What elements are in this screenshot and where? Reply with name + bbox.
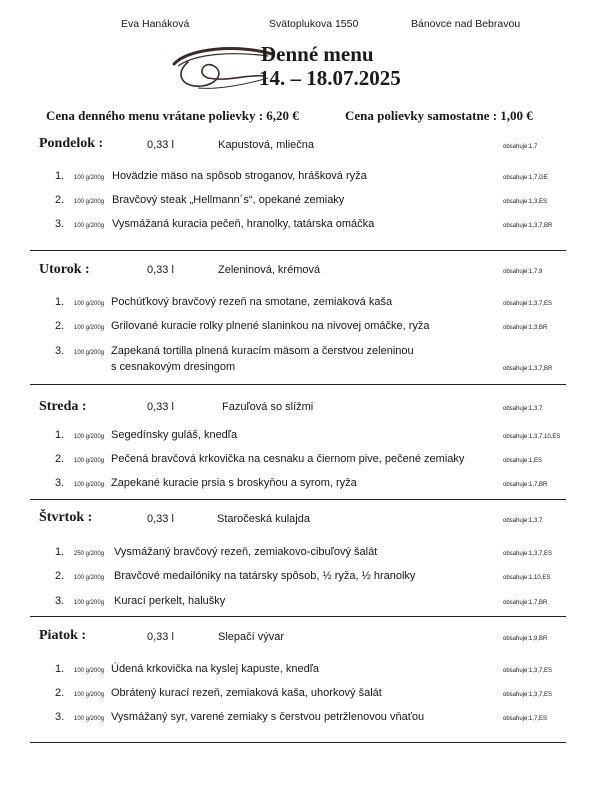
soup-allergens: obsahuje:1,3,7 <box>503 406 543 412</box>
item-weight: 100 g/200g <box>74 692 105 698</box>
item-number: 3. <box>55 477 65 489</box>
item-weight: 100 g/200g <box>74 668 105 674</box>
item-name: Segedínsky guláš, knedľa <box>111 429 238 441</box>
soup-volume: 0,33 l <box>147 264 174 276</box>
soup-name: Zeleninová, krémová <box>218 264 321 276</box>
item-allergens: obsahuje:1,3,7,ES <box>503 301 553 307</box>
soup-volume: 0,33 l <box>147 139 174 151</box>
section-divider <box>30 384 566 385</box>
item-name: Zapekané kuracie prsia s broskyňou a syrom, ryža <box>111 477 357 489</box>
item-weight: 100 g/200g <box>74 482 105 488</box>
item-name-continued: s cesnakovým dresingom <box>111 361 236 373</box>
soup-volume: 0,33 l <box>147 631 174 643</box>
soup-volume: 0,33 l <box>147 513 174 525</box>
item-allergens: obsahuje:1,3,7,ES <box>503 551 553 557</box>
item-name: Údená krkovička na kyslej kapuste, knedľa <box>111 663 320 675</box>
item-allergens: obsahuje:1,7,ES <box>503 716 548 722</box>
soup-allergens: obsahuje:1,3,7 <box>503 518 543 524</box>
item-number: 3. <box>55 711 65 723</box>
vendor-city: Bánovce nad Bebravou <box>411 18 521 30</box>
item-weight: 100 g/200g <box>74 575 105 581</box>
item-name: Bravčový steak „Hellmann´s“, opekané zemiaky <box>112 194 345 206</box>
item-name: Vysmážaný syr, varené zemiaky s čerstvou petržlenovou vňaťou <box>111 711 425 723</box>
day-name: Štvrtok : <box>39 510 93 525</box>
section-divider <box>30 499 566 500</box>
item-allergens: obsahuje:1,10,ES <box>503 575 551 581</box>
item-weight: 100 g/200g <box>74 199 105 205</box>
section-divider <box>30 616 566 617</box>
item-number: 3. <box>55 595 65 607</box>
item-name: Pečená bravčová krkovička na cesnaku a čiernom pive, pečené zemiaky <box>111 453 465 465</box>
item-number: 1. <box>55 296 65 308</box>
item-number: 1. <box>55 170 65 182</box>
item-allergens: obsahuje:1,3,7,BR <box>503 366 553 372</box>
day-name: Piatok : <box>39 628 87 643</box>
item-allergens: obsahuje:1,7,BR <box>503 600 548 606</box>
item-number: 2. <box>55 194 65 206</box>
item-weight: 100 g/200g <box>74 175 105 181</box>
item-number: 3. <box>55 218 65 230</box>
item-weight: 100 g/200g <box>74 600 105 606</box>
item-name: Zapekaná tortilla plnená kuracím mäsom a čerstvou zeleninou <box>111 345 414 357</box>
page-title: Denné menu <box>261 42 374 66</box>
soup-name: Staročeská kulajda <box>217 513 310 525</box>
menu-price: Cena denného menu vrátane polievky : 6,20 € <box>46 108 299 123</box>
section-divider <box>30 742 566 743</box>
item-weight: 100 g/200g <box>74 350 105 356</box>
item-number: 1. <box>55 663 65 675</box>
item-name: Pochúťkový bravčový rezeň na smotane, zemiaková kaša <box>111 296 393 308</box>
item-name: Grilované kuracie rolky plnené slaninkou na nivovej omáčke, ryža <box>111 320 430 332</box>
item-allergens: obsahuje:1,3,BR <box>503 325 548 331</box>
item-allergens: obsahuje:1,3,ES <box>503 199 548 205</box>
vendor-street: Svätoplukova 1550 <box>269 18 359 30</box>
item-number: 1. <box>55 429 65 441</box>
soup-name: Fazuľová so slížmi <box>222 401 314 413</box>
soup-name: Kapustová, mliečna <box>218 139 314 151</box>
item-number: 1. <box>55 546 65 558</box>
item-weight: 100 g/200g <box>74 223 105 229</box>
item-name: Vysmážaný bravčový rezeň, zemiakovo-cibuľový šalát <box>114 546 378 558</box>
item-weight: 100 g/200g <box>74 325 105 331</box>
item-allergens: obsahuje:1,7,BR <box>503 482 548 488</box>
item-weight: 250 g/200g <box>74 551 105 557</box>
day-name: Utorok : <box>39 262 90 277</box>
day-name: Pondelok : <box>39 136 104 151</box>
item-name: Vysmážaná kuracia pečeň, hranolky, tatárska omáčka <box>112 218 375 230</box>
section-divider <box>30 250 566 251</box>
item-weight: 100 g/200g <box>74 434 105 440</box>
vendor-name: Eva Hanáková <box>121 18 190 30</box>
soup-price: Cena polievky samostatne : 1,00 € <box>345 108 533 123</box>
item-name: Hovädzie mäso na spôsob stroganov, hrášková ryža <box>112 170 367 182</box>
item-allergens: obsahuje:1,3,7,ES <box>503 668 553 674</box>
item-allergens: obsahuje:1,7,GE <box>503 175 548 181</box>
item-name: Obrátený kurací rezeň, zemiaková kaša, uhorkový šalát <box>111 687 382 699</box>
soup-volume: 0,33 l <box>147 401 174 413</box>
item-number: 2. <box>55 453 65 465</box>
item-weight: 100 g/200g <box>74 716 105 722</box>
item-weight: 100 g/200g <box>74 458 105 464</box>
soup-allergens: obsahuje:1,7 <box>503 144 538 150</box>
item-number: 2. <box>55 570 65 582</box>
item-number: 2. <box>55 320 65 332</box>
item-allergens: obsahuje:1,3,7,BR <box>503 223 553 229</box>
item-weight: 100 g/200g <box>74 301 105 307</box>
soup-name: Slepačí vývar <box>218 631 285 643</box>
item-allergens: obsahuje:1,3,7,ES <box>503 692 553 698</box>
item-number: 2. <box>55 687 65 699</box>
day-name: Streda : <box>39 399 87 414</box>
soup-allergens: obsahuje:1,9,BR <box>503 636 548 642</box>
item-allergens: obsahuje:1,3,7,10,ES <box>503 434 561 440</box>
item-number: 3. <box>55 345 65 357</box>
item-name: Bravčové medailóniky na tatársky spôsob, ½ ryža, ½ hranolky <box>114 570 416 582</box>
item-name: Kurací perkelt, halušky <box>114 595 226 607</box>
item-allergens: obsahuje:1,ES <box>503 458 543 464</box>
menu-dates: 14. – 18.07.2025 <box>259 66 401 90</box>
soup-allergens: obsahuje:1,7,9 <box>503 269 543 275</box>
